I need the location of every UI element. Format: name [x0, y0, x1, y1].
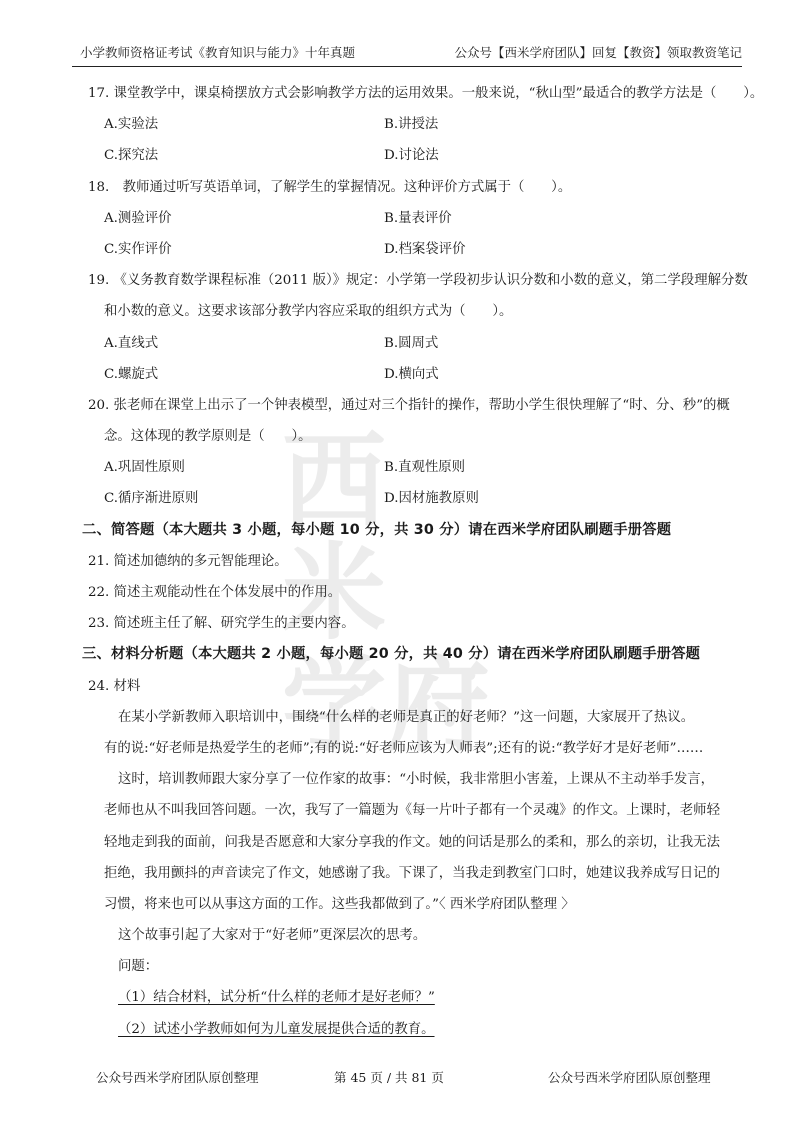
option-c: C.探究法	[104, 148, 159, 164]
question-17-options-row-1	[82, 109, 742, 140]
option-b: B.圆周式	[384, 335, 439, 351]
material-paragraph-1-cont: 有的说:“好老师是热爱学生的老师”;有的说:“好老师应该为人师表”;还有的说:“教学好才是好老师”……	[104, 740, 704, 756]
question-19-options-row-2	[82, 359, 742, 390]
page-footer	[0, 1066, 800, 1090]
option-d: D.横向式	[384, 366, 439, 382]
material-paragraph-2-cont: 轻地走到我的面前，问我是否愿意和大家分享我的作文。她的问话是那么的柔和，那么的亲切，让我无法	[104, 834, 720, 850]
footer-right: 公众号西米学府团队原创整理	[548, 1070, 711, 1085]
option-a: A.巩固性原则	[104, 460, 185, 476]
material-paragraph-3: 这个故事引起了大家对于“好老师”更深层次的思考。	[118, 928, 427, 944]
watermark-char: 府	[386, 644, 491, 766]
material-paragraph-2-cont: 老师也从不叫我回答问题。一次，我写了一篇题为《每一片叶子都有一个灵魂》的作文。上课时，老师轻	[104, 803, 720, 819]
question-24-label: 24. 材料	[88, 678, 141, 694]
footer-left: 公众号西米学府团队原创整理	[96, 1070, 259, 1085]
option-b: B.量表评价	[384, 210, 452, 226]
question-19-options-row-1	[82, 328, 742, 359]
question-19-stem: 19. 《义务教育数学课程标准（2011 版）》规定：小学第一学段初步认识分数和小数的意义，第二学段理解分数	[88, 273, 748, 289]
material-paragraph-2-cont: 拒绝，我用颤抖的声音读完了作文，她感谢了我。下课了，当我走到教室门口时，她建议我养成写日记的	[104, 865, 720, 881]
option-c: C.实作评价	[104, 241, 172, 257]
option-b: B.讲授法	[384, 117, 439, 133]
section-2-title: 二、简答题（本大题共 3 小题，每小题 10 分，共 30 分）请在西米学府团队刷题手册答题	[82, 521, 672, 538]
sub-question-1-text: （1）结合材料，试分析“什么样的老师才是好老师？”	[118, 990, 435, 1006]
question-20-options-row-2	[82, 483, 742, 514]
option-b: B.直观性原则	[384, 460, 466, 476]
section-3-title: 三、材料分析题（本大题共 2 小题，每小题 20 分，共 40 分）请在西米学府团队刷题手册答题	[82, 646, 701, 663]
watermark-char: 西	[282, 420, 387, 542]
option-d: D.讨论法	[384, 148, 439, 164]
option-a: A.测验评价	[104, 210, 172, 226]
material-paragraph-1: 在某小学新教师入职培训中，围绕“什么样的老师是真正的好老师？”这一问题，大家展开了热议。	[118, 709, 695, 725]
question-23: 23. 简述班主任了解、研究学生的主要内容。	[88, 616, 355, 632]
question-20-options-row-1	[82, 452, 742, 483]
question-prompt-label: 问题：	[118, 959, 159, 975]
page-content	[82, 78, 764, 1045]
option-c: C.螺旋式	[104, 366, 159, 382]
material-paragraph-2: 这时，培训教师跟大家分享了一位作家的故事：“小时候，我非常胆小害羞，上课从不主动举手发言，	[118, 772, 715, 788]
question-19-stem-cont: 和小数的意义。这要求该部分教学内容应采取的组织方式为（ ）。	[104, 304, 513, 320]
option-d: D.档案袋评价	[384, 241, 466, 257]
sub-question-1	[82, 982, 742, 1013]
header-title: 小学教师资格证考试《教育知识与能力》十年真题	[80, 45, 356, 60]
question-20-stem-cont: 念。这体现的教学原则是（ ）。	[104, 429, 312, 445]
sub-question-2-text: （2）试述小学教师如何为儿童发展提供合适的教育。	[118, 1021, 435, 1037]
option-a: A.实验法	[104, 117, 159, 133]
question-18-stem: 18. 教师通过听写英语单词，了解学生的掌握情况。这种评价方式属于（ ）。	[88, 179, 572, 195]
option-d: D.因材施教原则	[384, 491, 479, 507]
question-17-options-row-2	[82, 140, 742, 171]
question-20-stem: 20. 张老师在课堂上出示了一个钟表模型，通过对三个指针的操作，帮助小学生很快理解了“时、分、秒”的概	[88, 397, 730, 413]
question-18-options-row-1	[82, 203, 742, 234]
page-number: 第 45 页 / 共 81 页	[334, 1070, 444, 1085]
question-17-stem: 17. 课堂教学中，课桌椅摆放方式会影响教学方法的运用效果。一般来说，“秋山型”最适合的教学方法是（ ）。	[88, 86, 764, 101]
sub-question-2	[82, 1014, 742, 1045]
header-promo: 公众号【西米学府团队】回复【教资】领取教资笔记	[454, 45, 742, 60]
watermark-char: 米	[282, 532, 387, 654]
page-header	[72, 40, 742, 67]
watermark-char: 学	[282, 644, 387, 766]
option-a: A.直线式	[104, 335, 159, 351]
option-c: C.循序渐进原则	[104, 491, 199, 507]
question-18-options-row-2	[82, 234, 742, 265]
question-21: 21. 简述加德纳的多元智能理论。	[88, 553, 288, 569]
material-paragraph-2-cont: 习惯，将来也可以从事这方面的工作。这些我都做到了。”〈 西米学府团队整理 〉	[104, 896, 575, 912]
question-22: 22. 简述主观能动性在个体发展中的作用。	[88, 585, 342, 600]
